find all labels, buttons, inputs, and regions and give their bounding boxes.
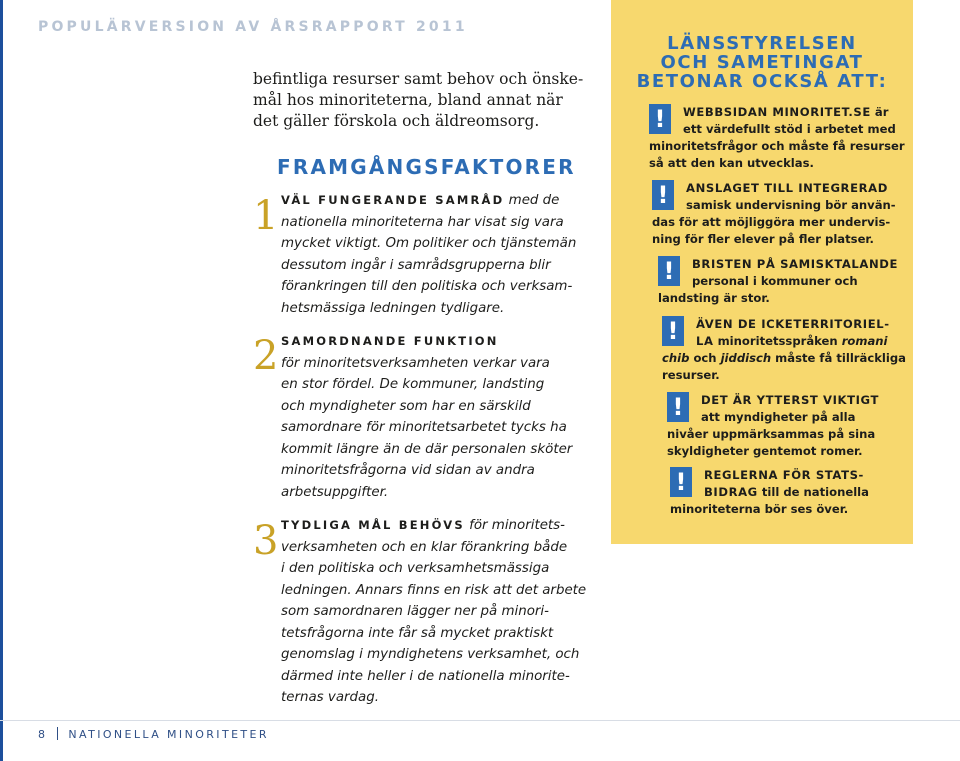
note-line: personal i kommuner och — [692, 274, 858, 288]
note-line — [662, 333, 902, 350]
factor-title: SAMORDNANDE FUNKTION — [281, 334, 499, 348]
panel-note — [662, 316, 906, 384]
factor-line: genomslag i myndighetens verksamhet, och — [281, 647, 580, 662]
page-footer — [38, 727, 269, 741]
note-line: att myndigheter på alla — [701, 410, 856, 424]
factor-first-line — [281, 515, 581, 537]
factor-line: förankringen till den politiska och verksam- — [281, 279, 573, 294]
note-line — [662, 316, 902, 333]
report-header: POPULÄRVERSION AV ÅRSRAPPORT 2011 — [38, 19, 468, 35]
factor-line: och myndigheter som har en särskild — [281, 398, 531, 414]
factor-line: tetsfrågorna inte får så mycket praktiskt — [281, 625, 554, 641]
intro-line: befintliga resurser samt behov och önske- — [253, 70, 584, 88]
note-line: så att den kan utvecklas. — [649, 156, 814, 170]
factor-line: hetsmässiga ledningen tydligare. — [281, 300, 505, 316]
note-line — [667, 392, 907, 409]
intro-line: mål hos minoriteterna, bland annat när — [253, 91, 563, 109]
factor-number: 2 — [253, 333, 279, 379]
note-line — [649, 104, 889, 121]
factor-line: samordnare för minoritetsarbetet tycks ha — [281, 420, 567, 435]
exclamation-icon: ! — [652, 180, 674, 210]
factor-3 — [253, 515, 587, 710]
factor-line: ternas vardag. — [281, 690, 380, 705]
note-line: ning för fler elever på fler platser. — [652, 232, 874, 246]
factor-first-line — [281, 190, 581, 212]
panel-note — [670, 467, 910, 518]
factor-title: TYDLIGA MÅL BEHÖVS — [281, 518, 465, 532]
note-caps: ÄVEN DE ICKETERRITORIEL- — [696, 317, 890, 331]
factor-line: kommit längre än de där personalen sköter — [281, 441, 573, 457]
exclamation-icon: ! — [649, 104, 671, 134]
exclamation-icon: ! — [658, 256, 680, 286]
factor-line: som samordnaren lägger ner på minori- — [281, 604, 549, 619]
note-line — [670, 484, 910, 501]
factor-1 — [253, 190, 583, 320]
note-line — [662, 350, 906, 367]
intro-paragraph — [253, 69, 584, 132]
factor-line: i den politiska och verksamhetsmässiga — [281, 561, 550, 576]
note-line: minoriteterna bör ses över. — [670, 502, 849, 516]
factor-line: nationella minoriteterna har visat sig vara — [281, 214, 564, 230]
factor-line: dessutom ingår i samrådsgrupperna blir — [281, 257, 551, 273]
panel-note — [658, 256, 898, 307]
note-line: resurser. — [662, 368, 720, 382]
note-line — [658, 256, 898, 273]
panel-title-line: LÄNSSTYRELSEN — [667, 33, 857, 54]
factor-body — [281, 190, 581, 319]
exclamation-icon: ! — [670, 467, 692, 497]
factor-number: 1 — [253, 193, 279, 239]
factor-line: arbetsuppgifter. — [281, 484, 389, 500]
note-caps: REGLERNA FÖR STATS- — [704, 468, 864, 482]
factor-title-rest: med de — [504, 193, 560, 208]
note-caps: BIDRAG — [704, 485, 758, 499]
panel-note — [667, 392, 907, 460]
intro-line: det gäller förskola och äldreomsorg. — [253, 112, 540, 130]
note-text: och — [689, 351, 721, 365]
factor-line: en stor fördel. De kommuner, landsting — [281, 377, 545, 392]
note-caps: WEBBSIDAN MINORITET.SE — [683, 105, 871, 119]
factor-line: ledningen. Annars finns en risk att det arbete — [281, 582, 587, 598]
factor-title: VÄL FUNGERANDE SAMRÅD — [281, 193, 505, 207]
note-caps: DET ÄR YTTERST VIKTIGT — [701, 393, 879, 407]
note-line — [652, 180, 892, 197]
note-italic: chib — [662, 351, 690, 365]
exclamation-icon: ! — [667, 392, 689, 422]
note-text: till de nationella — [757, 485, 869, 499]
factor-line: verksamheten och en klar förankring både — [281, 539, 568, 555]
note-caps: LA — [696, 334, 714, 348]
note-text: måste få tillräckliga — [771, 351, 906, 365]
note-line: ett värdefullt stöd i arbetet med — [683, 122, 896, 136]
note-line: samisk undervisning bör använ- — [686, 198, 896, 212]
note-line: das för att möjliggöra mer undervis- — [652, 215, 891, 229]
panel-note — [652, 180, 896, 248]
note-italic: jiddisch — [720, 351, 772, 365]
factor-line: mycket viktigt. Om politiker och tjänstemän — [281, 236, 577, 251]
note-text: minoritetsspråken — [713, 334, 842, 348]
note-line: minoritetsfrågor och måste få resurser — [649, 139, 905, 153]
factor-2 — [253, 331, 583, 506]
factor-body — [281, 331, 581, 503]
note-italic: romani — [841, 334, 888, 348]
note-text: är — [870, 105, 889, 119]
panel-note — [649, 104, 905, 172]
page-edge-line — [0, 0, 3, 761]
page-number: 8 — [38, 728, 48, 741]
section-heading: FRAMGÅNGSFAKTORER — [277, 155, 576, 179]
factor-line: minoritetsfrågorna vid sidan av andra — [281, 463, 535, 478]
note-line: skyldigheter gentemot romer. — [667, 444, 863, 458]
factor-line: därmed inte heller i de nationella minorite- — [281, 668, 570, 684]
factor-body — [281, 515, 587, 709]
panel-title — [611, 34, 913, 91]
footer-label: NATIONELLA MINORITETER — [68, 728, 269, 741]
exclamation-icon: ! — [662, 316, 684, 346]
note-line: nivåer uppmärksammas på sina — [667, 427, 876, 441]
note-line: landsting är stor. — [658, 291, 770, 305]
footer-rule — [0, 720, 960, 721]
panel-title-line: BETONAR OCKSÅ ATT: — [636, 71, 888, 92]
panel-title-line: OCH SAMETINGAT — [660, 52, 864, 73]
factor-first-line — [281, 331, 581, 353]
callout-panel — [611, 0, 913, 544]
factor-number: 3 — [253, 518, 279, 564]
factor-title-rest: för minoritets- — [464, 518, 565, 533]
note-caps: ANSLAGET TILL INTEGRERAD — [686, 181, 888, 195]
factor-line: för minoritetsverksamheten verkar vara — [281, 355, 550, 371]
note-caps: BRISTEN PÅ SAMISKTALANDE — [692, 257, 898, 271]
note-line — [670, 467, 910, 484]
footer-separator — [57, 727, 58, 740]
